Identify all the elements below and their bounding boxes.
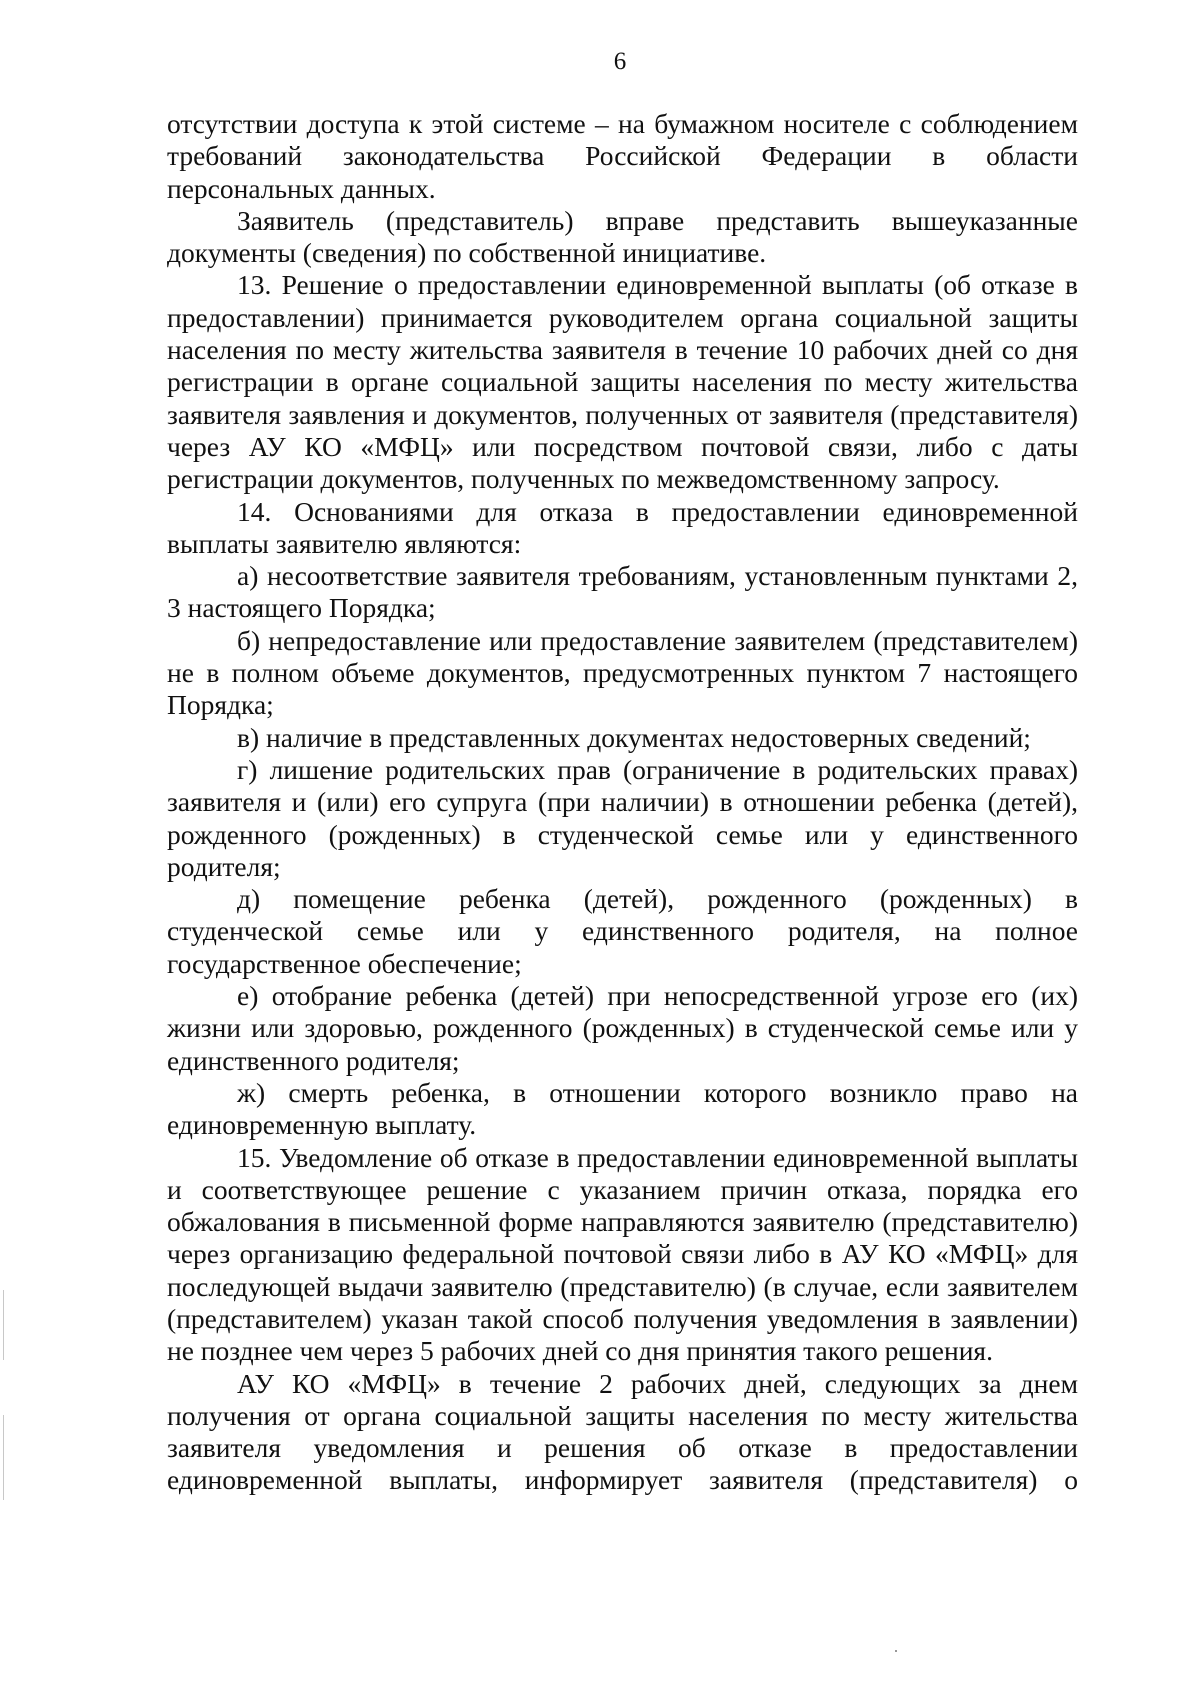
paragraph-applicant-initiative: Заявитель (представитель) вправе представить вышеуказанные документы (сведения) по собственной инициативе.	[167, 204, 1078, 269]
scan-dust-mark	[895, 1650, 897, 1652]
list-item-e: е) отобрание ребенка (детей) при непосредственной угрозе его (их) жизни или здоровью, рожденного (рожденных) в студенческой семье или у единственного родителя;	[167, 980, 1078, 1076]
list-item-d: д) помещение ребенка (детей), рожденного (рожденных) в студенческой семье или у единственного родителя, на полное государственное обеспечение;	[167, 883, 1078, 979]
page-number: 6	[613, 48, 627, 75]
paragraph-15-notification: 15. Уведомление об отказе в предоставлении единовременной выплаты и соответствующее решение с указанием причин отказа, порядка его обжалования в письменной форме направляются заявителю (представителю) через организацию федеральной почтовой связи либо в АУ КО «МФЦ» для последующей выдачи заявителю (представителю) (в случае, если заявителем (представителем) указан такой способ получения уведомления в заявлении) не позднее чем через 5 рабочих дней со дня принятия такого решения.	[167, 1141, 1078, 1367]
list-item-g: г) лишение родительских прав (ограничение в родительских правах) заявителя и (или) его супруга (при наличии) в отношении ребенка (детей), рожденного (рожденных) в студенческой семье или у единственного родителя;	[167, 753, 1078, 882]
list-item-v: в) наличие в представленных документах недостоверных сведений;	[237, 721, 1031, 753]
list-item-b: б) непредоставление или предоставление заявителем (представителем) не в полном объеме документов, предусмотренных пунктом 7 настоящего Порядка;	[167, 624, 1078, 721]
list-item-zh: ж) смерть ребенка, в отношении которого возникло право на единовременную выплату.	[167, 1076, 1078, 1141]
list-item-a: а) несоответствие заявителя требованиям, установленным пунктами 2, 3 настоящего Порядка;	[167, 560, 1078, 624]
document-body	[167, 108, 1078, 1497]
paragraph-continuation: отсутствии доступа к этой системе – на бумажном носителе с соблюдением требований законодательства Российской Федерации в области персональных данных.	[167, 108, 1078, 204]
scan-edge-line	[3, 1415, 4, 1500]
scan-edge-line	[3, 1290, 4, 1360]
paragraph-14-grounds: 14. Основаниями для отказа в предоставлении единовременной выплаты заявителю являются:	[167, 495, 1078, 559]
paragraph-13-decision: 13. Решение о предоставлении единовременной выплаты (об отказе в предоставлении) принимается руководителем органа социальной защиты населения по месту жительства заявителя в течение 10 рабочих дней со дня регистрации в органе социальной защиты населения по месту жительства заявителя заявления и документов, полученных от заявителя (представителя) через АУ КО «МФЦ» или посредством почтовой связи, либо с даты регистрации документов, полученных по межведомственному запросу.	[167, 269, 1078, 495]
paragraph-mfc-informs: АУ КО «МФЦ» в течение 2 рабочих дней, следующих за днем получения от органа социальной защиты населения по месту жительства заявителя уведомления и решения об отказе в предоставлении единовременной выплаты, информирует заявителя (представителя) о	[167, 1367, 1078, 1496]
